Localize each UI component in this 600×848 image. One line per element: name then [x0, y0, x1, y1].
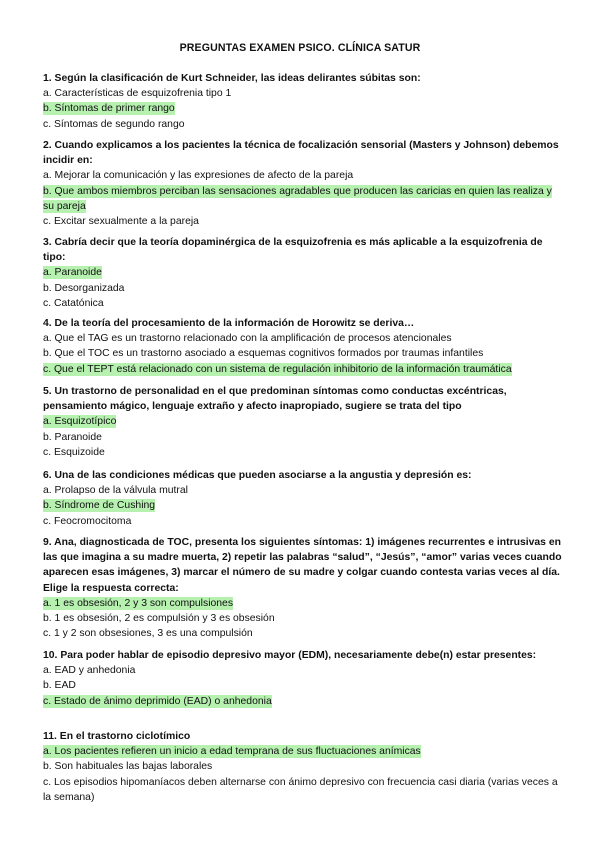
- question-5-option-c: c. Esquizoide: [43, 446, 105, 458]
- question-1: [43, 71, 563, 132]
- question-11-option-a: a. Los pacientes refieren un inicio a edad temprana de sus fluctuaciones anímicas: [43, 746, 421, 758]
- question-2-option-c: c. Excitar sexualmente a la pareja: [43, 216, 199, 228]
- question-10-option-c: c. Estado de ánimo deprimido (EAD) o anhedonia: [43, 695, 272, 707]
- question-11-text: 11. En el trastorno ciclotímico: [43, 731, 191, 742]
- question-9-text: 9. Ana, diagnosticada de TOC, presenta los siguientes síntomas: 1) imágenes recurrentes e intrusivas en las que imagina a su madre muerta, 2) repetir las palabras “salud”, “Jesús”, “amor” varias veces cuando aparecen esas imágenes, 3) marcar el número de su madre y colgar cuando contesta varias veces al día. Elige la respuesta correcta:: [43, 537, 562, 594]
- question-9: [43, 535, 563, 641]
- question-10-option-a: a. EAD y anhedonia: [43, 665, 136, 677]
- question-6-option-b: b. Síndrome de Cushing: [43, 500, 156, 512]
- question-9-option-b: b. 1 es obsesión, 2 es compulsión y 3 es obsesión: [43, 613, 275, 625]
- question-2-text: 2. Cuando explicamos a los pacientes la técnica de focalización sensorial (Masters y Johnson) debemos incidir en:: [43, 140, 559, 167]
- question-2-option-b: b. Que ambos miembros perciban las sensaciones agradables que producen las caricias en quien las realiza y su pareja: [43, 185, 552, 212]
- question-9-option-c: c. 1 y 2 son obsesiones, 3 es una compulsión: [43, 628, 253, 640]
- question-5-text: 5. Un trastorno de personalidad en el que predominan síntomas como conductas excéntricas, pensamiento mágico, lenguaje extraño y afecto inapropiado, sugiere se trata del tipo: [43, 386, 507, 413]
- question-6-option-c: c. Feocromocitoma: [43, 515, 132, 527]
- question-2: [43, 138, 563, 229]
- question-6: [43, 468, 563, 529]
- document-title: PREGUNTAS EXAMEN PSICO. CLÍNICA SATUR: [179, 42, 421, 54]
- question-4-option-c: c. Que el TEPT está relacionado con un sistema de regulación inhibitorio de la información traumática: [43, 363, 512, 375]
- question-3-option-c: c. Catatónica: [43, 297, 104, 309]
- question-10: [43, 648, 563, 709]
- question-1-option-b: b. Síntomas de primer rango: [43, 103, 175, 115]
- question-10-option-b: b. EAD: [43, 680, 76, 692]
- question-4-text: 4. De la teoría del procesamiento de la información de Horowitz se deriva…: [43, 318, 415, 329]
- question-3: [43, 235, 563, 311]
- question-3-text: 3. Cabría decir que la teoría dopaminérgica de la esquizofrenia es más aplicable a la esquizofrenia de tipo:: [43, 237, 543, 264]
- question-11-option-b: b. Son habituales las bajas laborales: [43, 761, 213, 773]
- question-10-text: 10. Para poder hablar de episodio depresivo mayor (EDM), necesariamente debe(n) estar presentes:: [43, 650, 537, 661]
- question-11: [43, 729, 563, 805]
- question-6-option-a: a. Prolapso de la válvula mutral: [43, 485, 188, 497]
- question-1-text: 1. Según la clasificación de Kurt Schneider, las ideas delirantes súbitas son:: [43, 73, 421, 84]
- question-6-text: 6. Una de las condiciones médicas que pueden asociarse a la angustia y depresión es:: [43, 470, 472, 481]
- question-2-option-a: a. Mejorar la comunicación y las expresiones de afecto de la pareja: [43, 170, 354, 182]
- question-9-option-a: a. 1 es obsesión, 2 y 3 son compulsiones: [43, 597, 234, 609]
- question-4-option-b: b. Que el TOC es un trastorno asociado a esquemas cognitivos formados por traumas infantiles: [43, 348, 484, 360]
- question-11-option-c: c. Los episodios hipomaníacos deben alternarse con ánimo depresivo con frecuencia casi diaria (varias veces a la semana): [43, 776, 558, 803]
- question-1-option-c: c. Síntomas de segundo rango: [43, 118, 185, 130]
- question-4: [43, 316, 563, 377]
- question-5-option-b: b. Paranoide: [43, 431, 102, 443]
- question-3-option-b: b. Desorganizada: [43, 282, 125, 294]
- question-1-option-a: a. Características de esquizofrenia tipo 1: [43, 88, 232, 100]
- question-3-option-a: a. Paranoide: [43, 267, 102, 279]
- question-5-option-a: a. Esquizotípico: [43, 416, 117, 428]
- question-5: [43, 384, 563, 460]
- question-4-option-a: a. Que el TAG es un trastorno relacionado con la amplificación de procesos atencionales: [43, 333, 452, 345]
